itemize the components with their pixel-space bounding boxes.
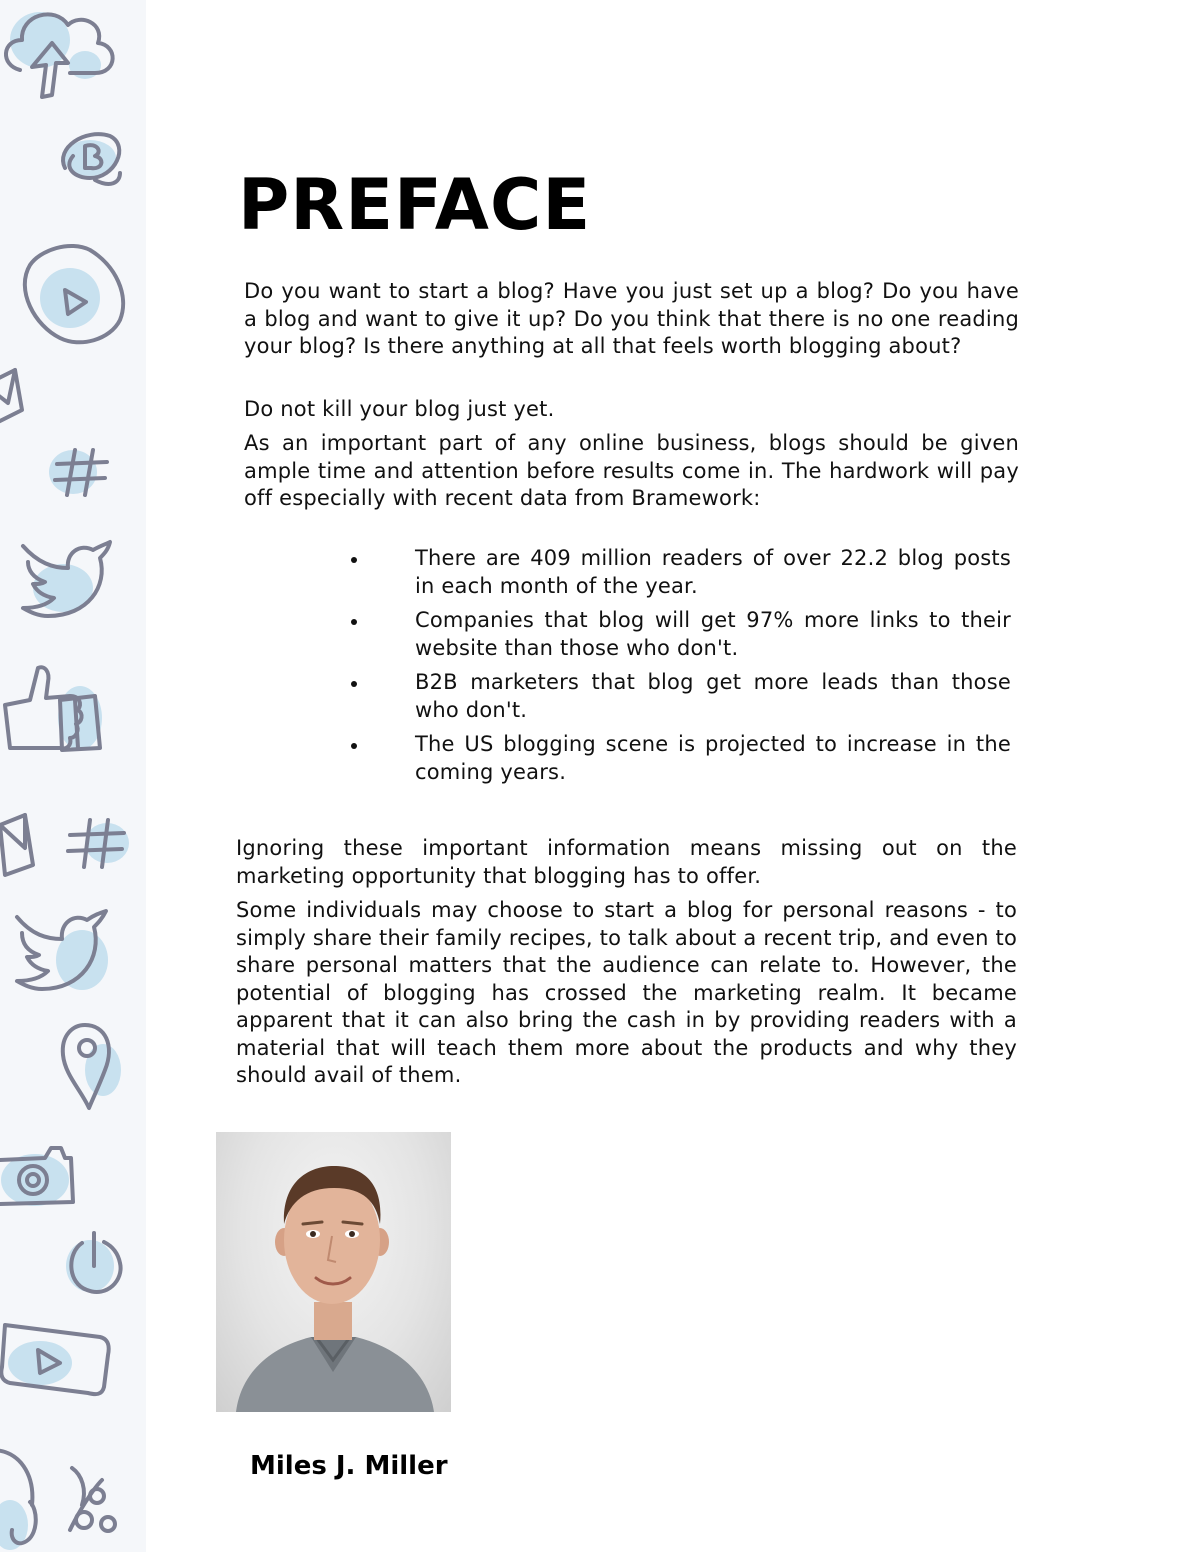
page-title: PREFACE bbox=[238, 164, 592, 246]
percent-icon bbox=[62, 1460, 127, 1540]
headset-icon bbox=[0, 1440, 50, 1552]
thumbs-up-icon bbox=[0, 660, 110, 755]
closing-paragraph-2: Some individuals may choose to start a blog for personal reasons - to simply share their family recipes, to talk about a recent trip, and even to share personal matters that the audience can relate to. However, the potential of blogging has crossed the marketing realm. It became apparent that it can also bring the cash in by providing readers with a material that will teach them more about the products and why they should avail of them. bbox=[236, 898, 1017, 1087]
bullet-text: The US blogging scene is projected to increase in the coming years. bbox=[415, 732, 1011, 784]
author-photo bbox=[216, 1132, 451, 1412]
camera-icon bbox=[0, 1140, 80, 1215]
bullet-dot bbox=[351, 557, 357, 563]
blogger-icon bbox=[55, 128, 125, 193]
video-play-icon bbox=[10, 240, 130, 350]
hashtag-icon bbox=[45, 440, 115, 505]
bullet-dot bbox=[351, 681, 357, 687]
envelope-icon bbox=[0, 810, 40, 885]
author-portrait bbox=[216, 1132, 451, 1412]
location-pin-icon bbox=[55, 1020, 125, 1115]
list-item bbox=[345, 731, 1011, 786]
video-play-icon bbox=[0, 1315, 115, 1400]
stats-bullet-list bbox=[345, 545, 1011, 793]
intro-paragraph-2: Do not kill your blog just yet. bbox=[244, 397, 555, 421]
twitter-bird-icon bbox=[12, 905, 112, 995]
bullet-text: There are 409 million readers of over 22.2 blog posts in each month of the year. bbox=[415, 546, 1011, 598]
cloud-upload-icon bbox=[0, 5, 120, 100]
bullet-dot bbox=[351, 743, 357, 749]
closing-paragraph-1: Ignoring these important information means missing out on the marketing opportunity that blogging has to offer. bbox=[236, 836, 1017, 888]
hashtag-icon bbox=[62, 815, 132, 875]
bullet-dot bbox=[351, 619, 357, 625]
bullet-text: Companies that blog will get 97% more links to their website than those who don't. bbox=[415, 608, 1011, 660]
list-item bbox=[345, 607, 1011, 662]
bullet-text: B2B marketers that blog get more leads than those who don't. bbox=[415, 670, 1011, 722]
list-item bbox=[345, 669, 1011, 724]
decorative-sidebar bbox=[0, 0, 146, 1552]
list-item bbox=[345, 545, 1011, 600]
twitter-bird-icon bbox=[18, 538, 118, 623]
intro-paragraph-1: Do you want to start a blog? Have you just set up a blog? Do you have a blog and want to give it up? Do you think that there is no one reading your blog? Is there anything at all that feels worth blogging about? bbox=[244, 279, 1019, 358]
author-name: Miles J. Miller bbox=[250, 1451, 448, 1481]
envelope-icon bbox=[0, 365, 30, 435]
power-icon bbox=[62, 1228, 127, 1303]
intro-paragraph-3: As an important part of any online business, blogs should be given ample time and attention before results come in. The hardwork will pay off especially with recent data from Bramework: bbox=[244, 431, 1019, 510]
